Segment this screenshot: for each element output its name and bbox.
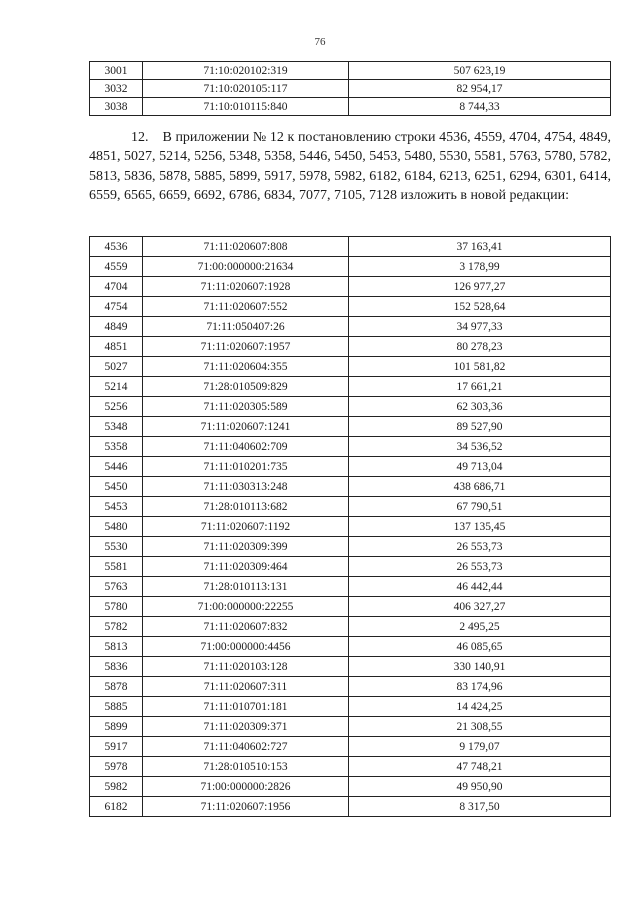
cadastral-number-cell: 71:11:040602:727: [143, 737, 349, 757]
row-number-cell: 3038: [90, 98, 143, 116]
amount-cell: 47 748,21: [349, 757, 611, 777]
amount-cell: 406 327,27: [349, 597, 611, 617]
table-row: [90, 297, 611, 317]
amount-cell: 8 744,33: [349, 98, 611, 116]
cadastral-number-cell: 71:11:010701:181: [143, 697, 349, 717]
row-number-cell: 5780: [90, 597, 143, 617]
row-number-cell: 5358: [90, 437, 143, 457]
cadastral-number-cell: 71:11:020607:1956: [143, 797, 349, 817]
row-number-cell: 5446: [90, 457, 143, 477]
row-number-cell: 4704: [90, 277, 143, 297]
table-row: [90, 797, 611, 817]
row-number-cell: 5348: [90, 417, 143, 437]
amount-cell: 3 178,99: [349, 257, 611, 277]
amount-cell: 49 713,04: [349, 457, 611, 477]
amount-cell: 26 553,73: [349, 557, 611, 577]
amount-cell: 37 163,41: [349, 237, 611, 257]
table-row: [90, 377, 611, 397]
cadastral-number-cell: 71:11:040602:709: [143, 437, 349, 457]
table-row: [90, 337, 611, 357]
amount-cell: 89 527,90: [349, 417, 611, 437]
cadastral-number-cell: 71:28:010509:829: [143, 377, 349, 397]
cadastral-number-cell: 71:11:020607:1241: [143, 417, 349, 437]
cadastral-number-cell: 71:11:020309:371: [143, 717, 349, 737]
table-row: [90, 257, 611, 277]
table-row: [90, 537, 611, 557]
row-number-cell: 5480: [90, 517, 143, 537]
amount-cell: 34 536,52: [349, 437, 611, 457]
amount-cell: 21 308,55: [349, 717, 611, 737]
cadastral-number-cell: 71:11:010201:735: [143, 457, 349, 477]
table-row: [90, 62, 611, 80]
table-row: [90, 477, 611, 497]
page-number: 76: [314, 36, 326, 48]
amount-cell: 438 686,71: [349, 477, 611, 497]
row-number-cell: 4851: [90, 337, 143, 357]
amount-cell: 330 140,91: [349, 657, 611, 677]
row-number-cell: 3001: [90, 62, 143, 80]
amount-cell: 46 085,65: [349, 637, 611, 657]
amount-cell: 83 174,96: [349, 677, 611, 697]
amount-cell: 126 977,27: [349, 277, 611, 297]
cadastral-number-cell: 71:28:010113:682: [143, 497, 349, 517]
amount-cell: 507 623,19: [349, 62, 611, 80]
amount-cell: 9 179,07: [349, 737, 611, 757]
table-row: [90, 517, 611, 537]
top-table: [89, 61, 611, 116]
row-number-cell: 5885: [90, 697, 143, 717]
amount-cell: 46 442,44: [349, 577, 611, 597]
row-number-cell: 5256: [90, 397, 143, 417]
table-row: [90, 737, 611, 757]
table-row: [90, 717, 611, 737]
table-row: [90, 357, 611, 377]
row-number-cell: 4559: [90, 257, 143, 277]
amount-cell: 62 303,36: [349, 397, 611, 417]
table-row: [90, 597, 611, 617]
cadastral-number-cell: 71:11:020604:355: [143, 357, 349, 377]
cadastral-number-cell: 71:11:050407:26: [143, 317, 349, 337]
cadastral-number-cell: 71:28:010510:153: [143, 757, 349, 777]
row-number-cell: 5214: [90, 377, 143, 397]
row-number-cell: 5763: [90, 577, 143, 597]
row-number-cell: 5813: [90, 637, 143, 657]
amount-cell: 137 135,45: [349, 517, 611, 537]
table-row: [90, 80, 611, 98]
main-table-body: [90, 237, 611, 817]
amount-cell: 80 278,23: [349, 337, 611, 357]
row-number-cell: 5453: [90, 497, 143, 517]
amount-cell: 26 553,73: [349, 537, 611, 557]
table-row: [90, 577, 611, 597]
table-row: [90, 697, 611, 717]
row-number-cell: 5450: [90, 477, 143, 497]
cadastral-number-cell: 71:11:020309:399: [143, 537, 349, 557]
amount-cell: 14 424,25: [349, 697, 611, 717]
cadastral-number-cell: 71:11:020607:832: [143, 617, 349, 637]
row-number-cell: 4849: [90, 317, 143, 337]
row-number-cell: 3032: [90, 80, 143, 98]
cadastral-number-cell: 71:00:000000:4456: [143, 637, 349, 657]
cadastral-number-cell: 71:11:020607:1928: [143, 277, 349, 297]
table-row: [90, 397, 611, 417]
row-number-cell: 5581: [90, 557, 143, 577]
row-number-cell: 5917: [90, 737, 143, 757]
cadastral-number-cell: 71:11:020309:464: [143, 557, 349, 577]
amount-cell: 34 977,33: [349, 317, 611, 337]
cadastral-number-cell: 71:11:020607:552: [143, 297, 349, 317]
table-row: [90, 557, 611, 577]
cadastral-number-cell: 71:11:020607:1957: [143, 337, 349, 357]
amount-cell: 17 661,21: [349, 377, 611, 397]
cadastral-number-cell: 71:00:000000:21634: [143, 257, 349, 277]
row-number-cell: 5530: [90, 537, 143, 557]
cadastral-number-cell: 71:00:000000:22255: [143, 597, 349, 617]
cadastral-number-cell: 71:11:020305:589: [143, 397, 349, 417]
amount-cell: 67 790,51: [349, 497, 611, 517]
row-number-cell: 5978: [90, 757, 143, 777]
amount-cell: 101 581,82: [349, 357, 611, 377]
amount-cell: 49 950,90: [349, 777, 611, 797]
cadastral-number-cell: 71:11:020103:128: [143, 657, 349, 677]
paragraph-number: 12.: [131, 130, 149, 145]
table-row: [90, 277, 611, 297]
table-row: [90, 617, 611, 637]
table-row: [90, 637, 611, 657]
table-row: [90, 497, 611, 517]
cadastral-number-cell: 71:10:010115:840: [143, 98, 349, 116]
row-number-cell: 5027: [90, 357, 143, 377]
table-row: [90, 777, 611, 797]
cadastral-number-cell: 71:00:000000:2826: [143, 777, 349, 797]
amount-cell: 82 954,17: [349, 80, 611, 98]
amount-cell: 2 495,25: [349, 617, 611, 637]
row-number-cell: 5782: [90, 617, 143, 637]
table-row: [90, 317, 611, 337]
cadastral-number-cell: 71:11:020607:311: [143, 677, 349, 697]
row-number-cell: 5878: [90, 677, 143, 697]
table-row: [90, 437, 611, 457]
table-row: [90, 757, 611, 777]
table-row: [90, 237, 611, 257]
row-number-cell: 5982: [90, 777, 143, 797]
cadastral-number-cell: 71:28:010113:131: [143, 577, 349, 597]
amendment-paragraph: [89, 128, 611, 205]
table-row: [90, 657, 611, 677]
paragraph-text: В приложении № 12 к постановлению строки 4536, 4559, 4704, 4754, 4849, 4851, 5027, 5214, 5256, 5348, 5358, 5446, 5450, 5453, 5480, 5530, 5581, 5763, 5780, 5782, 5813, 5836, 5878, 5885, 5899, 5917, 5978, 5982, 6182, 6184, 6213, 6251, 6294, 6301, 6414, 6559, 6565, 6659, 6692, 6786, 6834, 7077, 7105, 7128 изложить в новой редакции:: [89, 130, 611, 203]
row-number-cell: 5836: [90, 657, 143, 677]
cadastral-number-cell: 71:10:020102:319: [143, 62, 349, 80]
cadastral-number-cell: 71:11:020607:1192: [143, 517, 349, 537]
table-row: [90, 417, 611, 437]
amount-cell: 152 528,64: [349, 297, 611, 317]
row-number-cell: 4754: [90, 297, 143, 317]
amount-cell: 8 317,50: [349, 797, 611, 817]
row-number-cell: 6182: [90, 797, 143, 817]
row-number-cell: 4536: [90, 237, 143, 257]
main-table: [89, 236, 611, 817]
row-number-cell: 5899: [90, 717, 143, 737]
cadastral-number-cell: 71:11:020607:808: [143, 237, 349, 257]
cadastral-number-cell: 71:11:030313:248: [143, 477, 349, 497]
table-row: [90, 457, 611, 477]
cadastral-number-cell: 71:10:020105:117: [143, 80, 349, 98]
top-table-body: [90, 62, 611, 116]
table-row: [90, 98, 611, 116]
table-row: [90, 677, 611, 697]
